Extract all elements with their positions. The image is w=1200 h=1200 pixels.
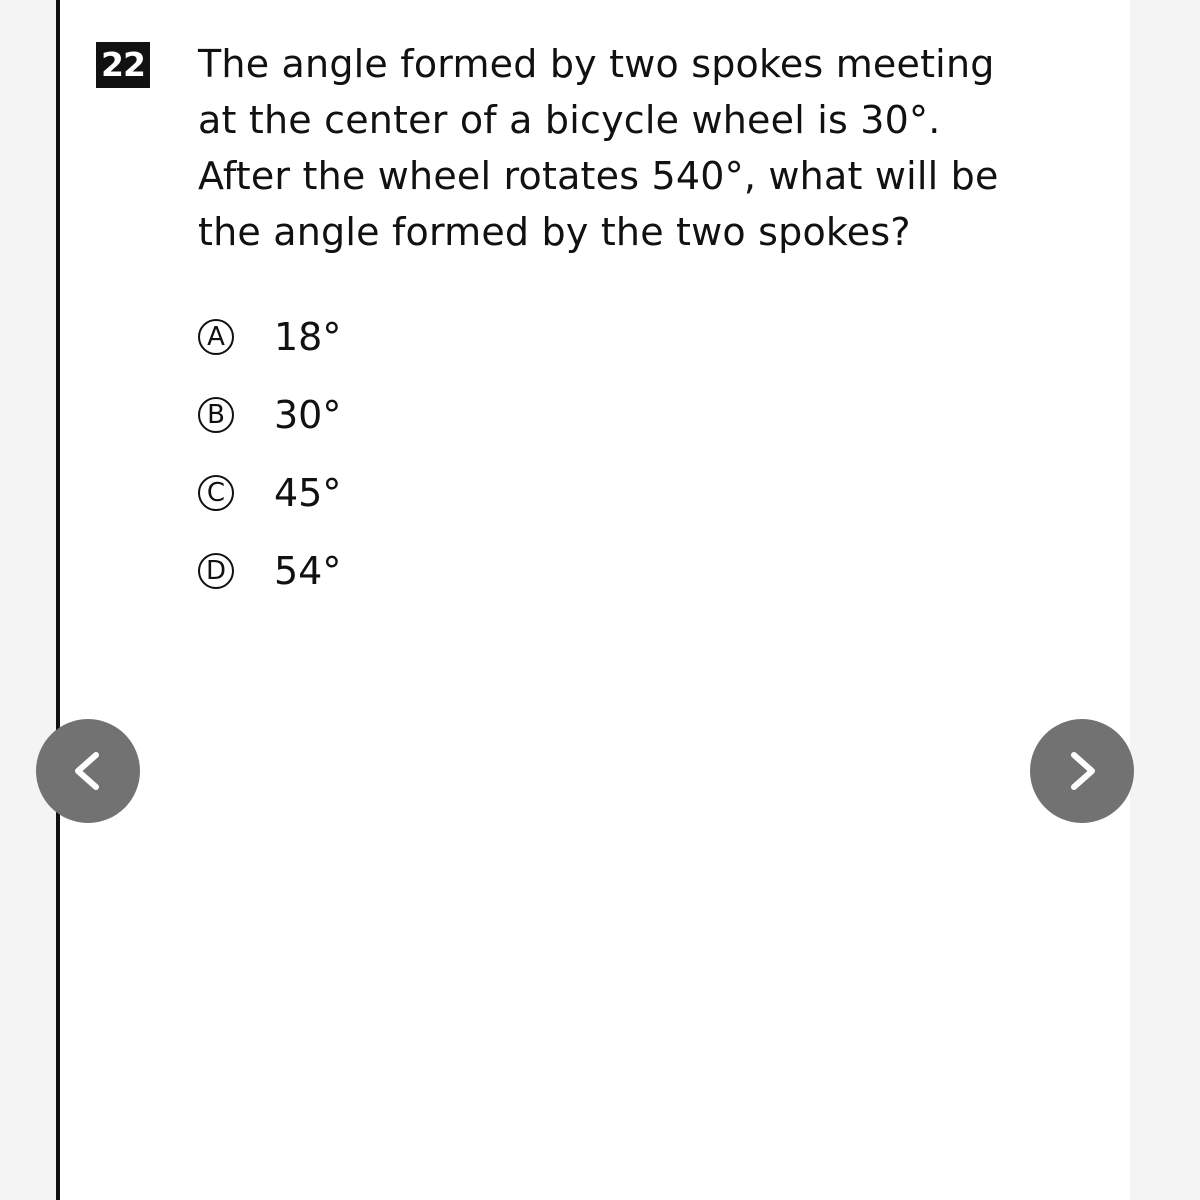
question-text-line: The angle formed by two spokes meeting	[198, 42, 995, 86]
question-text-line: at the center of a bicycle wheel is 30°.	[198, 98, 941, 142]
question-text-line: After the wheel rotates 540°, what will be	[198, 154, 999, 198]
chevron-right-icon	[1060, 749, 1104, 793]
choice-b[interactable]	[198, 376, 341, 454]
choice-bubble-c[interactable]: C	[198, 475, 234, 511]
choice-a[interactable]	[198, 298, 341, 376]
choice-value-a: 18°	[274, 315, 342, 359]
choice-value-c: 45°	[274, 471, 342, 515]
question-number-badge: 22	[96, 42, 150, 88]
question-text	[198, 36, 1098, 260]
choice-bubble-d[interactable]: D	[198, 553, 234, 589]
choice-c[interactable]	[198, 454, 341, 532]
choice-bubble-a[interactable]: A	[198, 319, 234, 355]
next-page-button[interactable]	[1030, 719, 1134, 823]
choice-value-d: 54°	[274, 549, 342, 593]
chevron-left-icon	[66, 749, 110, 793]
choice-value-b: 30°	[274, 393, 342, 437]
previous-page-button[interactable]	[36, 719, 140, 823]
choice-bubble-b[interactable]: B	[198, 397, 234, 433]
answer-choices	[198, 298, 341, 610]
question-text-line: the angle formed by the two spokes?	[198, 210, 911, 254]
choice-d[interactable]	[198, 532, 341, 610]
